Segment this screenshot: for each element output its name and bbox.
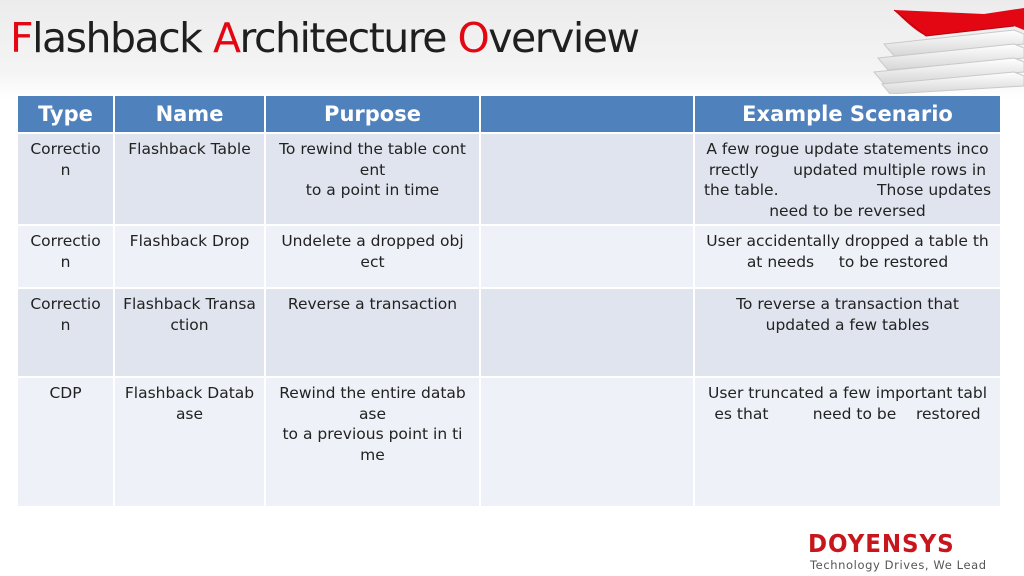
table-row <box>17 133 1001 225</box>
logo-name: DOYENSYS <box>808 529 955 558</box>
cell-purpose: Rewind the entire datab ase to a previous point in ti me <box>265 377 480 507</box>
header-type: Type <box>17 95 114 133</box>
title-part: lashback <box>32 14 213 62</box>
cell-type: Correctio n <box>17 225 114 288</box>
company-logo <box>808 530 1018 570</box>
header-example-scenario: Example Scenario <box>694 95 1001 133</box>
header-blank <box>480 95 694 133</box>
cell-blank <box>480 225 694 288</box>
cell-purpose: Undelete a dropped obj ect <box>265 225 480 288</box>
title-part: A <box>212 14 240 62</box>
cell-purpose: Reverse a transaction <box>265 288 480 377</box>
table-row <box>17 225 1001 288</box>
cell-example: User truncated a few important tabl es that need to be restored <box>694 377 1001 507</box>
paper-stack-decoration <box>864 0 1024 100</box>
table-header-row <box>17 95 1001 133</box>
cell-type: Correctio n <box>17 133 114 225</box>
cell-example: To reverse a transaction that updated a few tables <box>694 288 1001 377</box>
header-purpose: Purpose <box>265 95 480 133</box>
cell-example: User accidentally dropped a table th at needs to be restored <box>694 225 1001 288</box>
cell-example: A few rogue update statements inco rrectly updated multiple rows in the table. Those updates need to be reversed <box>694 133 1001 225</box>
cell-name: Flashback Transa ction <box>114 288 265 377</box>
table-row <box>17 377 1001 507</box>
cell-type: Correctio n <box>17 288 114 377</box>
cell-name: Flashback Datab ase <box>114 377 265 507</box>
title-part: rchitecture <box>239 14 458 62</box>
title-part: F <box>10 14 33 62</box>
title-part: O <box>457 14 489 62</box>
header-name: Name <box>114 95 265 133</box>
cell-type: CDP <box>17 377 114 507</box>
cell-purpose: To rewind the table cont ent to a point in time <box>265 133 480 225</box>
cell-name: Flashback Table <box>114 133 265 225</box>
table-row <box>17 288 1001 377</box>
flashback-table <box>16 94 1002 508</box>
title-part: verview <box>488 14 639 62</box>
cell-blank <box>480 288 694 377</box>
cell-name: Flashback Drop <box>114 225 265 288</box>
cell-blank <box>480 133 694 225</box>
cell-blank <box>480 377 694 507</box>
logo-tagline: Technology Drives, We Lead <box>810 558 987 572</box>
page-title <box>10 10 639 66</box>
